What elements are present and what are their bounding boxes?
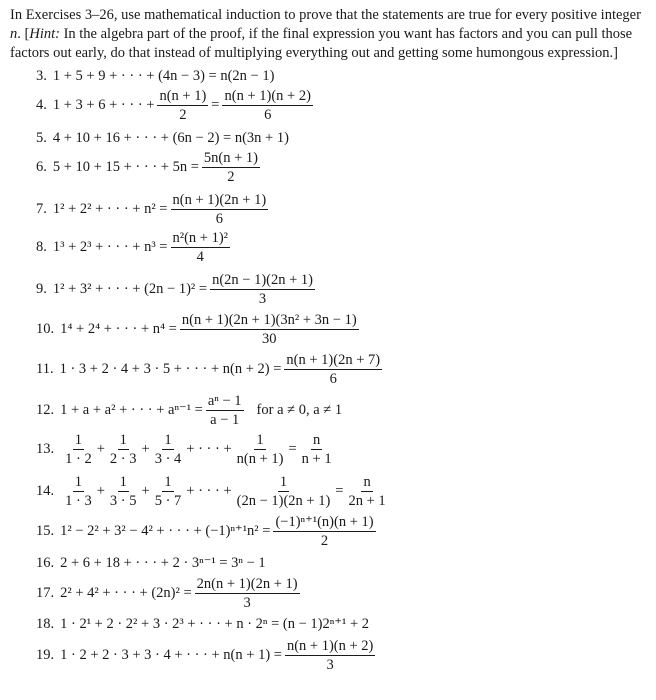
equation: 1 · 2¹ + 2 · 2² + 3 · 2³ + · · · + n · 2ⁿ = (n − 1)2ⁿ⁺¹ + 2 xyxy=(60,616,370,632)
fraction: $\frac{n}{n + 1}$ xyxy=(301,432,332,467)
exercise-number: 4. xyxy=(36,97,47,113)
fraction: $\frac{1}{n(n + 1)}$ xyxy=(236,432,284,467)
fraction: $\frac{n(2n - 1)(2n + 1)}{3}$ xyxy=(212,272,313,307)
exercise-5 xyxy=(36,130,289,147)
exercise-number: 3. xyxy=(36,68,47,84)
exercise-number: 5. xyxy=(36,130,47,146)
hint-text: In the algebra part of the proof, if the final expression you want has factors and you can pull those factors out early, do that instead of multiplying everything out and getting some humongous expression.] xyxy=(10,26,633,61)
fraction: $\frac{1}{1 \cdot 3}$ xyxy=(65,474,92,509)
intro-period: . xyxy=(17,26,21,42)
equation-lhs: 1 + a + a² + · · · + aⁿ⁻¹ = xyxy=(60,402,203,418)
fraction: $\frac{n(n + 1)}{2}$ xyxy=(159,88,207,123)
fraction: $\frac{n(n + 1)(2n + 1)}{6}$ xyxy=(172,192,267,227)
exercise-18 xyxy=(36,616,369,633)
exercise-14 xyxy=(36,474,391,509)
ellipsis: + · · · + xyxy=(186,441,232,457)
fraction: $\frac{1}{3 \cdot 5}$ xyxy=(109,474,137,509)
equation-lhs: 1 · 3 + 2 · 4 + 3 · 5 + · · · + n(n + 2) = xyxy=(59,361,282,377)
fraction: $\frac{n(n + 1)(2n + 7)}{6}$ xyxy=(286,352,381,387)
fraction: $\frac{1}{2 \cdot 3}$ xyxy=(109,432,137,467)
equation: 2 + 6 + 18 + · · · + 2 · 3ⁿ⁻¹ = 3ⁿ − 1 xyxy=(60,555,266,571)
ellipsis: + · · · + xyxy=(186,483,232,499)
fraction: $\frac{\text{(−1)ⁿ⁺¹(n)(n + 1)}}{2}$ xyxy=(275,514,374,549)
equation-lhs: 1 + 3 + 6 + · · · + xyxy=(52,97,155,113)
exercise-13 xyxy=(36,432,337,467)
plus-sign: + xyxy=(96,483,105,499)
exercise-number: 6. xyxy=(36,159,47,175)
exercise-9 xyxy=(36,272,318,307)
fraction: $\frac{n}{2n + 1}$ xyxy=(348,474,386,509)
exercise-15 xyxy=(36,514,379,549)
equation-lhs: 1² + 3² + · · · + (2n − 1)² = xyxy=(52,281,208,297)
equals-sign: = xyxy=(288,441,297,457)
equation: 4 + 10 + 16 + · · · + (6n − 2) = n(3n + 1) xyxy=(52,130,289,146)
fraction: $\frac{n(n + 1)(n + 2)}{3}$ xyxy=(286,638,374,673)
equation-lhs: 1² − 2² + 3² − 4² + · · · + (−1)ⁿ⁺¹n² = xyxy=(60,523,271,539)
plus-sign: + xyxy=(141,483,150,499)
exercise-number: 17. xyxy=(36,585,55,601)
fraction: $\frac{1}{3 \cdot 4}$ xyxy=(154,432,182,467)
exercise-number: 19. xyxy=(36,647,55,663)
exercise-number: 18. xyxy=(36,616,55,632)
exercise-number: 12. xyxy=(36,402,55,418)
fraction: $\frac{\text{n(n + 1)(2n + 1)(3n² + 3n − 1)}}{30}$ xyxy=(181,312,357,347)
exercise-number: 8. xyxy=(36,239,47,255)
condition: for a ≠ 0, a ≠ 1 xyxy=(256,402,343,418)
equation-lhs: 2² + 4² + · · · + (2n)² = xyxy=(60,585,192,601)
equation: 1 + 5 + 9 + · · · + (4n − 3) = n(2n − 1) xyxy=(52,68,275,84)
plus-sign: + xyxy=(96,441,105,457)
equation-lhs: 1⁴ + 2⁴ + · · · + n⁴ = xyxy=(60,321,177,337)
fraction: $\frac{1}{(2n - 1)(2n + 1)}$ xyxy=(236,474,331,509)
exercise-6 xyxy=(36,150,263,185)
exercise-number: 7. xyxy=(36,201,47,217)
exercise-10 xyxy=(36,312,362,347)
exercise-3 xyxy=(36,68,274,85)
intro-variable: n xyxy=(10,26,18,42)
exercise-17 xyxy=(36,576,303,611)
intro-lead: In Exercises 3–26, use mathematical induction to prove that the statements are true for every positive integer xyxy=(10,7,641,23)
equation-lhs: 1³ + 2³ + · · · + n³ = xyxy=(52,239,168,255)
exercise-11 xyxy=(36,352,385,387)
fraction: $\frac{1}{5 \cdot 7}$ xyxy=(154,474,182,509)
exercise-number: 11. xyxy=(36,361,54,377)
fraction: $\frac{5n(n + 1)}{2}$ xyxy=(203,150,258,185)
exercise-7 xyxy=(36,192,271,227)
equation-lhs: 1 · 2 + 2 · 3 + 3 · 4 + · · · + n(n + 1) = xyxy=(60,647,282,663)
exercise-12 xyxy=(36,393,342,428)
exercise-number: 10. xyxy=(36,321,55,337)
exercise-number: 16. xyxy=(36,555,55,571)
exercise-4 xyxy=(36,88,316,123)
fraction: $\frac{2n(n + 1)(2n + 1)}{3}$ xyxy=(196,576,298,611)
fraction: $\frac{1}{1 \cdot 2}$ xyxy=(65,432,92,467)
equation-lhs: 5 + 10 + 15 + · · · + 5n = xyxy=(52,159,199,175)
hint-label: Hint: xyxy=(29,26,60,42)
exercise-16 xyxy=(36,555,266,572)
exercise-19 xyxy=(36,638,378,673)
exercise-number: 15. xyxy=(36,523,55,539)
exercise-8 xyxy=(36,230,233,265)
equation-lhs: 1² + 2² + · · · + n² = xyxy=(52,201,168,217)
fraction: $\frac{\text{n²(n + 1)²}}{4}$ xyxy=(172,230,229,265)
plus-sign: + xyxy=(141,441,150,457)
exercise-number: 9. xyxy=(36,281,47,297)
exercise-instructions: In Exercises 3–26, use mathematical induction to prove that the statements are true for every positive integer n. [Hint: In the algebra part of the proof, if the final expression you want has factors and you can pull those factors out early, do that instead of multiplying everything out and getting some humongous expression.] xyxy=(10,7,641,61)
fraction: $\frac{n(n + 1)(n + 2)}{6}$ xyxy=(224,88,311,123)
fraction: $\frac{\text{aⁿ − 1}}{a - 1}$ xyxy=(207,393,242,428)
exercise-number: 14. xyxy=(36,483,55,499)
equals-sign: = xyxy=(335,483,344,499)
exercise-number: 13. xyxy=(36,441,55,457)
equals-sign: = xyxy=(211,97,220,113)
